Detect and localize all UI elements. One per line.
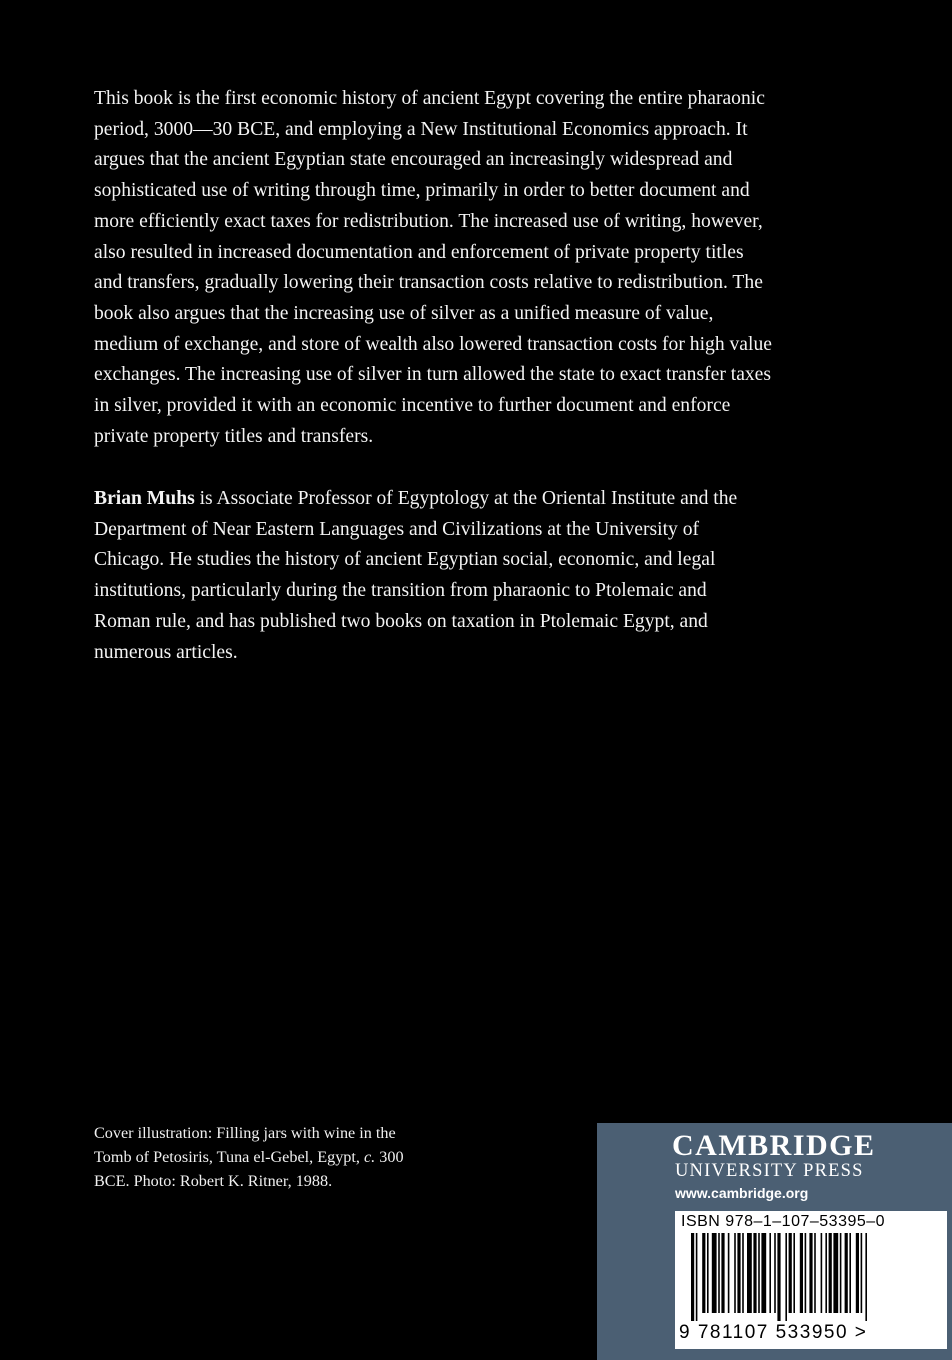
cover-illustration-caption: [94, 1121, 414, 1194]
caption-text-end: 300 BCE. Photo: Robert K. Ritner, 1988.: [94, 1148, 404, 1191]
caption-circa: c.: [364, 1148, 376, 1167]
barcode-box: [675, 1211, 947, 1349]
author-bio-text: is Associate Professor of Egyptology at the Oriental Institute and the Department of Near Eastern Languages and Civilizations at the University of Chicago. He studies the history of ancient Egyptian social, economic, and legal institutions, particularly during the transition from pharaonic to Ptolemaic and Roman rule, and has published two books on taxation in Ptolemaic Egypt, and numerous articles.: [94, 488, 738, 663]
publisher-url[interactable]: www.cambridge.org: [675, 1185, 809, 1201]
author-name: Brian Muhs: [94, 488, 195, 509]
caption-text-start: Cover illustration: Filling jars with wine in the Tomb of Petosiris, Tuna el-Gebel, Egypt,: [94, 1124, 396, 1167]
barcode-icon: [675, 1233, 947, 1323]
author-biography: [94, 484, 754, 668]
book-description: This book is the first economic history of ancient Egypt covering the entire pharaonic period, 3000—30 BCE, and employing a New Institutional Economics approach. It argues that the ancient Egyptian state encouraged an increasingly widespread and sophisticated use of writing through time, primarily in order to better document and more efficiently exact taxes for redistribution. The increased use of writing, however, also resulted in increased documentation and enforcement of private property titles and transfers, gradually lowering their transaction costs relative to redistribution. The book also argues that the increasing use of silver as a unified measure of value, medium of exchange, and store of wealth also lowered transaction costs for high value exchanges. The increasing use of silver in turn allowed the state to exact transfer taxes in silver, provided it with an economic incentive to further document and enforce private property titles and transfers.: [94, 88, 772, 447]
barcode-digits: 9 781107 533950 >: [679, 1322, 868, 1343]
publisher-panel: [597, 1123, 952, 1360]
publisher-name: CAMBRIDGE: [672, 1129, 876, 1162]
isbn-label: ISBN 978–1–107–53395–0: [681, 1213, 886, 1230]
publisher-subtitle: UNIVERSITY PRESS: [675, 1161, 864, 1181]
